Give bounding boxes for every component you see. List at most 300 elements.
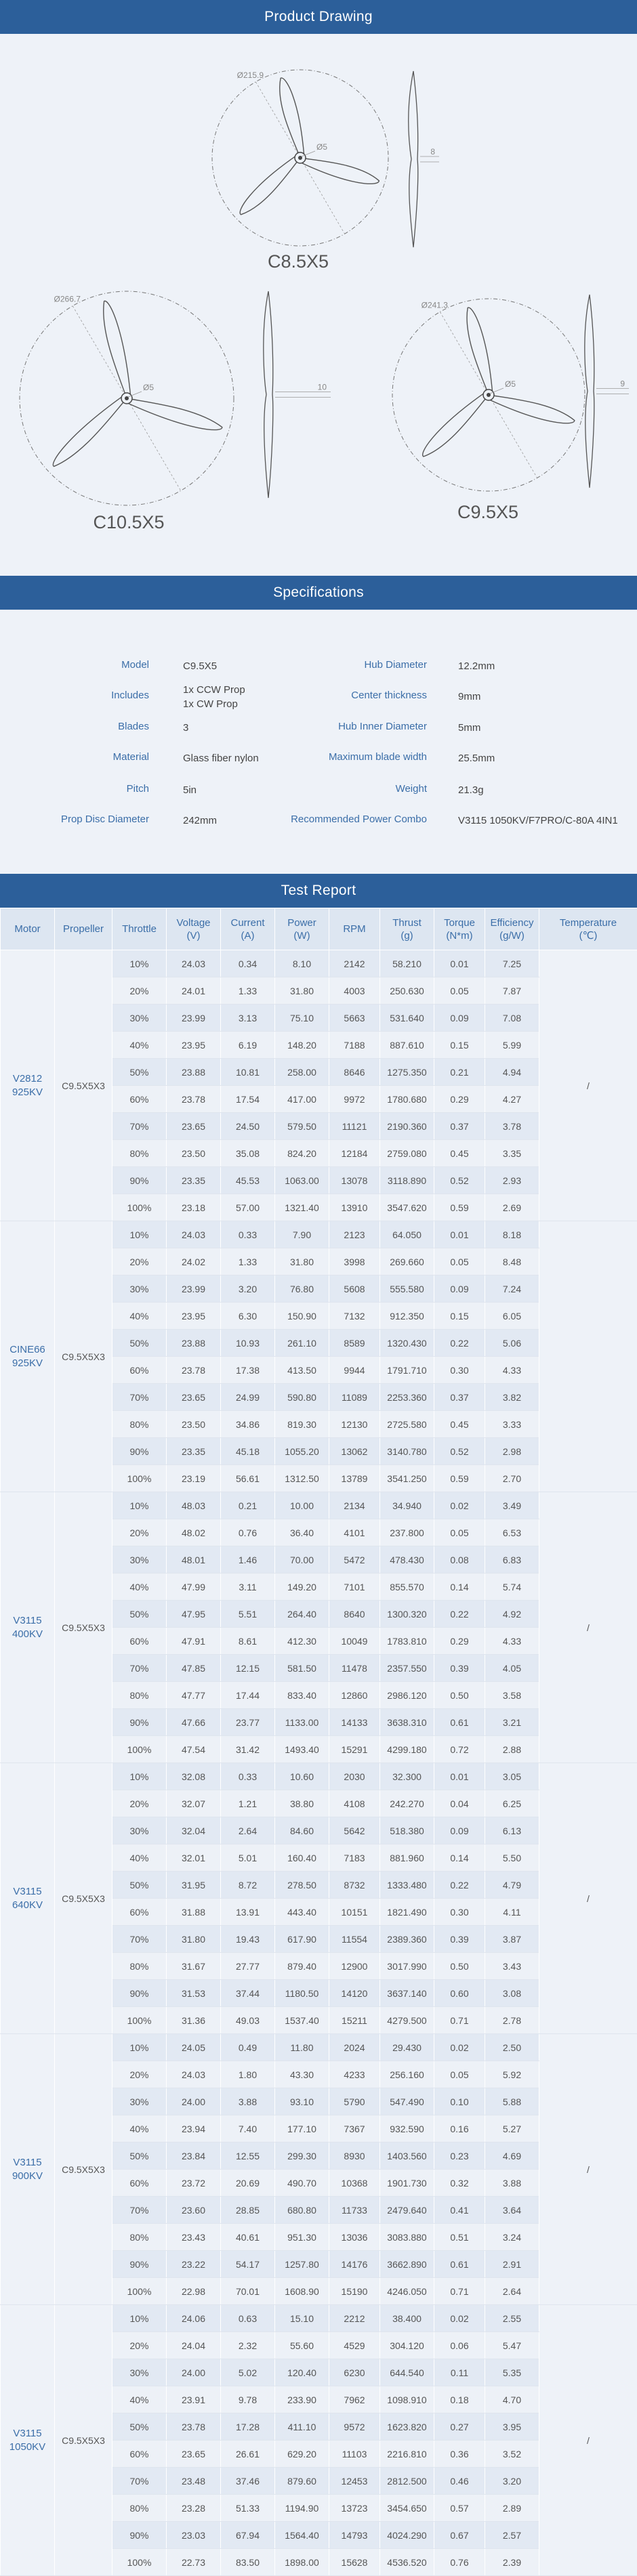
data-cell: 7367 bbox=[329, 2115, 380, 2142]
specifications-title: Specifications bbox=[273, 585, 364, 601]
data-cell: 2190.360 bbox=[380, 1113, 434, 1140]
data-cell: 855.570 bbox=[380, 1574, 434, 1601]
data-cell: 31.67 bbox=[167, 1953, 221, 1980]
data-cell: 50% bbox=[112, 2413, 167, 2441]
data-cell: 80% bbox=[112, 2495, 167, 2522]
data-cell: 4536.520 bbox=[380, 2549, 434, 2576]
data-cell: 30% bbox=[112, 1005, 167, 1032]
data-cell: 2389.360 bbox=[380, 1926, 434, 1953]
data-cell: 83.50 bbox=[221, 2549, 275, 2576]
data-cell: 3.58 bbox=[485, 1682, 539, 1709]
data-cell: 0.16 bbox=[434, 2115, 485, 2142]
data-cell: 32.04 bbox=[167, 1817, 221, 1844]
column-header: Voltage (V) bbox=[167, 908, 221, 950]
data-cell: 0.61 bbox=[434, 2251, 485, 2278]
data-cell: 17.38 bbox=[221, 1357, 275, 1384]
table-body bbox=[1, 950, 637, 2576]
data-cell: 8930 bbox=[329, 2142, 380, 2170]
data-cell: 2.55 bbox=[485, 2305, 539, 2332]
spec-label: Material bbox=[0, 751, 149, 763]
data-cell: 47.99 bbox=[167, 1574, 221, 1601]
data-cell: 13789 bbox=[329, 1465, 380, 1492]
temperature-cell: / bbox=[539, 1763, 637, 2034]
data-cell: 30% bbox=[112, 1275, 167, 1303]
propeller-figure bbox=[392, 295, 629, 522]
data-cell: 80% bbox=[112, 2224, 167, 2251]
data-cell: 64.050 bbox=[380, 1221, 434, 1248]
propeller-figure bbox=[20, 291, 331, 532]
data-cell: 1055.20 bbox=[275, 1438, 329, 1465]
data-cell: 23.22 bbox=[167, 2251, 221, 2278]
column-header: Motor bbox=[1, 908, 55, 950]
data-cell: 60% bbox=[112, 1899, 167, 1926]
data-cell: 5.92 bbox=[485, 2061, 539, 2088]
data-cell: 887.610 bbox=[380, 1032, 434, 1059]
data-cell: 70% bbox=[112, 2197, 167, 2224]
data-cell: 1783.810 bbox=[380, 1628, 434, 1655]
data-cell: 0.71 bbox=[434, 2278, 485, 2305]
data-cell: 2.70 bbox=[485, 1465, 539, 1492]
data-cell: 7.25 bbox=[485, 950, 539, 977]
side-view-profile bbox=[585, 295, 594, 488]
table-row bbox=[1, 2034, 637, 2061]
data-cell: 47.66 bbox=[167, 1709, 221, 1736]
data-cell: 819.30 bbox=[275, 1411, 329, 1438]
data-cell: 2759.080 bbox=[380, 1140, 434, 1167]
temperature-cell: / bbox=[539, 2305, 637, 2576]
data-cell: 23.99 bbox=[167, 1275, 221, 1303]
data-cell: 48.02 bbox=[167, 1519, 221, 1546]
data-cell: 0.15 bbox=[434, 1303, 485, 1330]
spec-label: Recommended Power Combo bbox=[271, 814, 427, 825]
data-cell: 3.78 bbox=[485, 1113, 539, 1140]
data-cell: 0.71 bbox=[434, 2007, 485, 2034]
data-cell: 0.15 bbox=[434, 1032, 485, 1059]
data-cell: 100% bbox=[112, 1736, 167, 1763]
data-cell: 8.72 bbox=[221, 1872, 275, 1899]
data-cell: 1780.680 bbox=[380, 1086, 434, 1113]
data-cell: 23.99 bbox=[167, 1005, 221, 1032]
propeller-figure bbox=[212, 70, 439, 272]
data-cell: 0.08 bbox=[434, 1546, 485, 1574]
data-cell: 1257.80 bbox=[275, 2251, 329, 2278]
data-cell: 9.78 bbox=[221, 2386, 275, 2413]
data-cell: 6.19 bbox=[221, 1032, 275, 1059]
propeller-cell: C9.5X5X3 bbox=[55, 2305, 112, 2576]
data-cell: 237.800 bbox=[380, 1519, 434, 1546]
data-cell: 6.25 bbox=[485, 1790, 539, 1817]
data-cell: 5.88 bbox=[485, 2088, 539, 2115]
disc-diameter-label: Ø266.7 bbox=[54, 295, 81, 304]
data-cell: 242.270 bbox=[380, 1790, 434, 1817]
data-cell: 177.10 bbox=[275, 2115, 329, 2142]
data-cell: 3637.140 bbox=[380, 1980, 434, 2007]
data-cell: 833.40 bbox=[275, 1682, 329, 1709]
data-cell: 518.380 bbox=[380, 1817, 434, 1844]
data-cell: 7.87 bbox=[485, 977, 539, 1005]
data-cell: 258.00 bbox=[275, 1059, 329, 1086]
data-cell: 70% bbox=[112, 1384, 167, 1411]
data-cell: 3083.880 bbox=[380, 2224, 434, 2251]
data-cell: 3.88 bbox=[485, 2170, 539, 2197]
data-cell: 23.78 bbox=[167, 2413, 221, 2441]
data-cell: 1098.910 bbox=[380, 2386, 434, 2413]
propeller-blade bbox=[464, 305, 495, 396]
data-cell: 4.70 bbox=[485, 2386, 539, 2413]
data-cell: 1.33 bbox=[221, 1248, 275, 1275]
data-cell: 7.40 bbox=[221, 2115, 275, 2142]
data-cell: 0.05 bbox=[434, 1248, 485, 1275]
data-cell: 160.40 bbox=[275, 1844, 329, 1872]
data-cell: 2216.810 bbox=[380, 2441, 434, 2468]
spec-value: V3115 1050KV/F7PRO/C-80A 4IN1 bbox=[458, 814, 634, 828]
data-cell: 8.18 bbox=[485, 1221, 539, 1248]
spec-value: 12.2mm bbox=[458, 659, 634, 673]
motor-cell: V3115 900KV bbox=[1, 2034, 55, 2305]
data-cell: 23.18 bbox=[167, 1194, 221, 1221]
data-cell: 4.33 bbox=[485, 1357, 539, 1384]
data-cell: 2.39 bbox=[485, 2549, 539, 2576]
data-cell: 1300.320 bbox=[380, 1601, 434, 1628]
data-cell: 4.33 bbox=[485, 1628, 539, 1655]
data-cell: 31.80 bbox=[275, 1248, 329, 1275]
data-cell: 443.40 bbox=[275, 1899, 329, 1926]
data-cell: 90% bbox=[112, 1980, 167, 2007]
data-cell: 40.61 bbox=[221, 2224, 275, 2251]
data-cell: 80% bbox=[112, 1953, 167, 1980]
data-cell: 0.18 bbox=[434, 2386, 485, 2413]
data-cell: 3.33 bbox=[485, 1411, 539, 1438]
data-cell: 1608.90 bbox=[275, 2278, 329, 2305]
data-cell: 24.03 bbox=[167, 1221, 221, 1248]
data-cell: 1333.480 bbox=[380, 1872, 434, 1899]
data-cell: 5.01 bbox=[221, 1844, 275, 1872]
data-cell: 32.08 bbox=[167, 1763, 221, 1790]
data-cell: 2.98 bbox=[485, 1438, 539, 1465]
data-cell: 23.50 bbox=[167, 1140, 221, 1167]
data-cell: 15628 bbox=[329, 2549, 380, 2576]
data-cell: 0.14 bbox=[434, 1844, 485, 1872]
data-cell: 24.04 bbox=[167, 2332, 221, 2359]
data-cell: 0.32 bbox=[434, 2170, 485, 2197]
data-cell: 22.98 bbox=[167, 2278, 221, 2305]
data-cell: 13910 bbox=[329, 1194, 380, 1221]
spec-label: Includes bbox=[0, 690, 149, 701]
data-cell: 23.84 bbox=[167, 2142, 221, 2170]
data-cell: 23.88 bbox=[167, 1330, 221, 1357]
data-cell: 5.74 bbox=[485, 1574, 539, 1601]
data-cell: 11103 bbox=[329, 2441, 380, 2468]
data-cell: 4.92 bbox=[485, 1601, 539, 1628]
data-cell: 4246.050 bbox=[380, 2278, 434, 2305]
data-cell: 120.40 bbox=[275, 2359, 329, 2386]
data-cell: 3662.890 bbox=[380, 2251, 434, 2278]
data-cell: 2.69 bbox=[485, 1194, 539, 1221]
table-row bbox=[1, 2305, 637, 2332]
data-cell: 1063.00 bbox=[275, 1167, 329, 1194]
thickness-label: 10 bbox=[318, 383, 327, 392]
data-cell: 581.50 bbox=[275, 1655, 329, 1682]
data-cell: 547.490 bbox=[380, 2088, 434, 2115]
data-cell: 14176 bbox=[329, 2251, 380, 2278]
spec-value: Glass fiber nylon bbox=[183, 751, 298, 765]
data-cell: 0.46 bbox=[434, 2468, 485, 2495]
data-cell: 40% bbox=[112, 2115, 167, 2142]
data-cell: 10049 bbox=[329, 1628, 380, 1655]
column-header: Throttle bbox=[112, 908, 167, 950]
data-cell: 3.64 bbox=[485, 2197, 539, 2224]
data-cell: 531.640 bbox=[380, 1005, 434, 1032]
data-cell: 6.13 bbox=[485, 1817, 539, 1844]
data-cell: 23.35 bbox=[167, 1438, 221, 1465]
data-cell: 4024.290 bbox=[380, 2522, 434, 2549]
data-cell: 0.22 bbox=[434, 1601, 485, 1628]
data-cell: 0.01 bbox=[434, 1763, 485, 1790]
hub-diameter-label: Ø5 bbox=[505, 379, 516, 389]
spec-value: 5mm bbox=[458, 721, 634, 735]
data-cell: 0.50 bbox=[434, 1953, 485, 1980]
data-cell: 12.55 bbox=[221, 2142, 275, 2170]
data-cell: 76.80 bbox=[275, 1275, 329, 1303]
data-cell: 3.52 bbox=[485, 2441, 539, 2468]
data-cell: 70% bbox=[112, 1926, 167, 1953]
data-cell: 5.50 bbox=[485, 1844, 539, 1872]
data-cell: 35.08 bbox=[221, 1140, 275, 1167]
spec-value: 1x CCW Prop 1x CW Prop bbox=[183, 683, 298, 711]
data-cell: 24.02 bbox=[167, 1248, 221, 1275]
data-cell: 90% bbox=[112, 1709, 167, 1736]
data-cell: 28.85 bbox=[221, 2197, 275, 2224]
propeller-model-label: C10.5X5 bbox=[93, 512, 164, 532]
data-cell: 48.01 bbox=[167, 1546, 221, 1574]
data-cell: 10.60 bbox=[275, 1763, 329, 1790]
data-cell: 8732 bbox=[329, 1872, 380, 1899]
data-cell: 24.00 bbox=[167, 2359, 221, 2386]
data-cell: 10% bbox=[112, 1221, 167, 1248]
data-cell: 417.00 bbox=[275, 1086, 329, 1113]
data-cell: 478.430 bbox=[380, 1546, 434, 1574]
data-cell: 9572 bbox=[329, 2413, 380, 2441]
data-cell: 23.88 bbox=[167, 1059, 221, 1086]
data-cell: 2.57 bbox=[485, 2522, 539, 2549]
data-cell: 8.61 bbox=[221, 1628, 275, 1655]
data-cell: 0.21 bbox=[221, 1492, 275, 1519]
data-cell: 38.400 bbox=[380, 2305, 434, 2332]
data-cell: 30% bbox=[112, 1817, 167, 1844]
data-cell: 23.60 bbox=[167, 2197, 221, 2224]
spec-label: Weight bbox=[271, 783, 427, 795]
data-cell: 27.77 bbox=[221, 1953, 275, 1980]
data-cell: 100% bbox=[112, 2007, 167, 2034]
data-cell: 24.05 bbox=[167, 2034, 221, 2061]
data-cell: 10151 bbox=[329, 1899, 380, 1926]
data-cell: 1133.00 bbox=[275, 1709, 329, 1736]
spec-value: 3 bbox=[183, 721, 298, 735]
data-cell: 100% bbox=[112, 1465, 167, 1492]
data-cell: 0.27 bbox=[434, 2413, 485, 2441]
data-cell: 36.40 bbox=[275, 1519, 329, 1546]
data-cell: 2986.120 bbox=[380, 1682, 434, 1709]
data-cell: 58.210 bbox=[380, 950, 434, 977]
data-cell: 10% bbox=[112, 1763, 167, 1790]
data-cell: 8640 bbox=[329, 1601, 380, 1628]
data-cell: 881.960 bbox=[380, 1844, 434, 1872]
data-cell: 31.42 bbox=[221, 1736, 275, 1763]
data-cell: 4108 bbox=[329, 1790, 380, 1817]
data-cell: 0.02 bbox=[434, 2034, 485, 2061]
data-cell: 60% bbox=[112, 1086, 167, 1113]
data-cell: 0.57 bbox=[434, 2495, 485, 2522]
data-cell: 4101 bbox=[329, 1519, 380, 1546]
data-cell: 0.36 bbox=[434, 2441, 485, 2468]
data-cell: 644.540 bbox=[380, 2359, 434, 2386]
data-cell: 20% bbox=[112, 2061, 167, 2088]
data-cell: 1898.00 bbox=[275, 2549, 329, 2576]
data-cell: 23.95 bbox=[167, 1303, 221, 1330]
data-cell: 2.89 bbox=[485, 2495, 539, 2522]
data-cell: 1320.430 bbox=[380, 1330, 434, 1357]
data-cell: 17.44 bbox=[221, 1682, 275, 1709]
data-cell: 4.69 bbox=[485, 2142, 539, 2170]
motor-cell: V3115 1050KV bbox=[1, 2305, 55, 2576]
data-cell: 7.90 bbox=[275, 1221, 329, 1248]
temperature-cell bbox=[539, 1221, 637, 1492]
spec-row bbox=[0, 783, 637, 810]
data-cell: 680.80 bbox=[275, 2197, 329, 2224]
data-cell: 0.21 bbox=[434, 1059, 485, 1086]
data-cell: 93.10 bbox=[275, 2088, 329, 2115]
data-cell: 20% bbox=[112, 1519, 167, 1546]
data-cell: 7.08 bbox=[485, 1005, 539, 1032]
data-cell: 43.30 bbox=[275, 2061, 329, 2088]
data-cell: 490.70 bbox=[275, 2170, 329, 2197]
data-cell: 8.10 bbox=[275, 950, 329, 977]
data-cell: 84.60 bbox=[275, 1817, 329, 1844]
test-report-table bbox=[0, 908, 637, 2576]
data-cell: 5.47 bbox=[485, 2332, 539, 2359]
spec-label: Center thickness bbox=[271, 690, 427, 701]
motor-cell: V2812 925KV bbox=[1, 950, 55, 1221]
data-cell: 9972 bbox=[329, 1086, 380, 1113]
column-header: Efficiency (g/W) bbox=[485, 908, 539, 950]
data-cell: 0.33 bbox=[221, 1221, 275, 1248]
data-cell: 30% bbox=[112, 2359, 167, 2386]
motor-cell: V3115 640KV bbox=[1, 1763, 55, 2034]
data-cell: 12130 bbox=[329, 1411, 380, 1438]
data-cell: 23.65 bbox=[167, 1113, 221, 1140]
data-cell: 40% bbox=[112, 1032, 167, 1059]
data-cell: 23.03 bbox=[167, 2522, 221, 2549]
data-cell: 2.32 bbox=[221, 2332, 275, 2359]
data-cell: 13078 bbox=[329, 1167, 380, 1194]
data-cell: 951.30 bbox=[275, 2224, 329, 2251]
data-cell: 15190 bbox=[329, 2278, 380, 2305]
product-drawing bbox=[0, 34, 637, 576]
data-cell: 2.64 bbox=[485, 2278, 539, 2305]
data-cell: 1.80 bbox=[221, 2061, 275, 2088]
spec-value: C9.5X5 bbox=[183, 659, 298, 673]
data-cell: 47.85 bbox=[167, 1655, 221, 1682]
data-cell: 629.20 bbox=[275, 2441, 329, 2468]
data-cell: 879.40 bbox=[275, 1953, 329, 1980]
data-cell: 47.91 bbox=[167, 1628, 221, 1655]
data-cell: 40% bbox=[112, 1303, 167, 1330]
data-cell: 7.24 bbox=[485, 1275, 539, 1303]
data-cell: 879.60 bbox=[275, 2468, 329, 2495]
data-cell: 3.20 bbox=[485, 2468, 539, 2495]
test-report-header bbox=[0, 874, 637, 908]
data-cell: 0.02 bbox=[434, 2305, 485, 2332]
data-cell: 1321.40 bbox=[275, 1194, 329, 1221]
data-cell: 13036 bbox=[329, 2224, 380, 2251]
data-cell: 4.27 bbox=[485, 1086, 539, 1113]
propeller-blade bbox=[234, 154, 306, 218]
data-cell: 1.33 bbox=[221, 977, 275, 1005]
data-cell: 11554 bbox=[329, 1926, 380, 1953]
data-cell: 14133 bbox=[329, 1709, 380, 1736]
data-cell: 0.05 bbox=[434, 1519, 485, 1546]
data-cell: 5.02 bbox=[221, 2359, 275, 2386]
data-cell: 148.20 bbox=[275, 1032, 329, 1059]
data-cell: 50% bbox=[112, 1872, 167, 1899]
data-cell: 80% bbox=[112, 1411, 167, 1438]
propeller-blade bbox=[487, 386, 576, 431]
data-cell: 29.430 bbox=[380, 2034, 434, 2061]
data-cell: 23.19 bbox=[167, 1465, 221, 1492]
data-cell: 5608 bbox=[329, 1275, 380, 1303]
data-cell: 9944 bbox=[329, 1357, 380, 1384]
data-cell: 3638.310 bbox=[380, 1709, 434, 1736]
data-cell: 8646 bbox=[329, 1059, 380, 1086]
spec-value: 242mm bbox=[183, 814, 298, 828]
data-cell: 5.99 bbox=[485, 1032, 539, 1059]
data-cell: 24.50 bbox=[221, 1113, 275, 1140]
data-cell: 2253.360 bbox=[380, 1384, 434, 1411]
data-cell: 11.80 bbox=[275, 2034, 329, 2061]
data-cell: 37.44 bbox=[221, 1980, 275, 2007]
data-cell: 3541.250 bbox=[380, 1465, 434, 1492]
data-cell: 278.50 bbox=[275, 1872, 329, 1899]
data-cell: 5.51 bbox=[221, 1601, 275, 1628]
data-cell: 3.43 bbox=[485, 1953, 539, 1980]
data-cell: 55.60 bbox=[275, 2332, 329, 2359]
spec-label: Blades bbox=[0, 721, 149, 732]
data-cell: 50% bbox=[112, 2142, 167, 2170]
data-cell: 23.28 bbox=[167, 2495, 221, 2522]
column-header: Current (A) bbox=[221, 908, 275, 950]
spec-row bbox=[0, 814, 637, 841]
data-cell: 14120 bbox=[329, 1980, 380, 2007]
table-row bbox=[1, 1763, 637, 1790]
data-cell: 5.35 bbox=[485, 2359, 539, 2386]
motor-cell: V3115 400KV bbox=[1, 1492, 55, 1763]
propeller-cell: C9.5X5X3 bbox=[55, 1492, 112, 1763]
data-cell: 0.59 bbox=[434, 1194, 485, 1221]
data-cell: 0.11 bbox=[434, 2359, 485, 2386]
data-cell: 23.95 bbox=[167, 1032, 221, 1059]
data-cell: 10.00 bbox=[275, 1492, 329, 1519]
table-row bbox=[1, 1492, 637, 1519]
data-cell: 3547.620 bbox=[380, 1194, 434, 1221]
data-cell: 75.10 bbox=[275, 1005, 329, 1032]
propeller-blade bbox=[125, 389, 224, 438]
spec-value: 25.5mm bbox=[458, 751, 634, 765]
data-cell: 0.50 bbox=[434, 1682, 485, 1709]
data-cell: 4233 bbox=[329, 2061, 380, 2088]
data-cell: 7962 bbox=[329, 2386, 380, 2413]
data-cell: 2.50 bbox=[485, 2034, 539, 2061]
data-cell: 0.37 bbox=[434, 1113, 485, 1140]
